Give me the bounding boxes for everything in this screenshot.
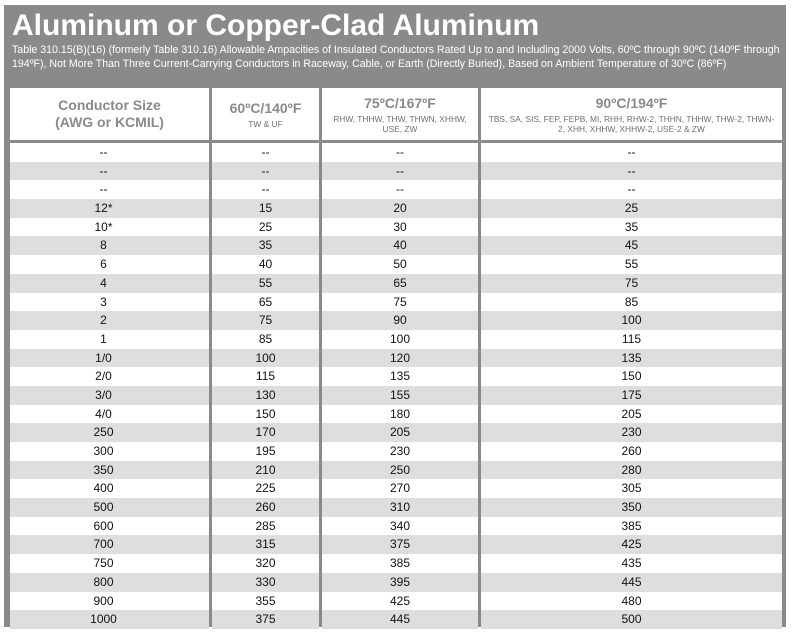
table-cell: 175 xyxy=(481,386,782,405)
table-cell: 40 xyxy=(258,257,273,272)
table-cell: 65 xyxy=(322,274,478,293)
table-cell: 100 xyxy=(389,331,411,346)
table-cell: 260 xyxy=(212,498,319,517)
table-cell: 260 xyxy=(621,444,642,458)
table-cell: 305 xyxy=(621,481,642,496)
table-cell: 155 xyxy=(322,386,478,405)
table-cell: 115 xyxy=(621,331,642,346)
table-cell: 3/0 xyxy=(10,386,209,405)
table-cell: 195 xyxy=(255,444,276,458)
table-cell: 285 xyxy=(255,518,276,533)
table-cell: 445 xyxy=(481,573,782,592)
ampacity-table xyxy=(10,88,782,627)
table-cell: 425 xyxy=(481,535,782,554)
table-cell: 1 xyxy=(100,331,107,346)
table-cell: 270 xyxy=(389,481,411,496)
table-cell: 250 xyxy=(10,423,209,442)
page-title: Aluminum or Copper-Clad Aluminum xyxy=(12,9,540,42)
table-cell: 435 xyxy=(621,556,642,571)
table-cell: 135 xyxy=(389,369,411,384)
table-cell: 700 xyxy=(10,535,209,554)
table-cell: 2 xyxy=(10,311,209,330)
table-cell: 320 xyxy=(255,556,276,571)
table-cell: 205 xyxy=(621,406,642,421)
table-cell: 150 xyxy=(255,406,276,421)
table-cell: 135 xyxy=(481,349,782,368)
table-cell: 375 xyxy=(212,610,319,629)
column-rows xyxy=(322,143,478,629)
table-cell: 12* xyxy=(10,199,209,218)
table-cell: 350 xyxy=(481,498,782,517)
column-90c xyxy=(481,88,782,629)
table-cell: 55 xyxy=(212,274,319,293)
header-75c-insulation-types: RHW, THHW, THW, THWN, XHHW, USE, ZW xyxy=(333,113,467,134)
table-cell: 375 xyxy=(322,535,478,554)
table-cell: 800 xyxy=(10,573,209,592)
table-cell: 20 xyxy=(322,199,478,218)
table-cell: 50 xyxy=(393,257,407,272)
table-cell: 480 xyxy=(621,593,642,608)
table-cell: 15 xyxy=(212,199,319,218)
table-cell: 500 xyxy=(481,610,782,629)
header-60c xyxy=(212,88,319,143)
table-cell: 40 xyxy=(322,236,478,255)
table-cell: 100 xyxy=(481,311,782,330)
table-cell: 3 xyxy=(100,294,107,309)
table-cell: 395 xyxy=(322,573,478,592)
table-cell: 55 xyxy=(624,257,639,272)
table-cell: 75 xyxy=(393,294,407,309)
column-rows xyxy=(481,143,782,629)
table-cell: -- xyxy=(212,162,319,181)
table-cell: 205 xyxy=(322,423,478,442)
table-cell: 170 xyxy=(212,423,319,442)
table-cell: 210 xyxy=(212,461,319,480)
table-cell: 355 xyxy=(255,593,276,608)
table-cell: 600 xyxy=(93,518,114,533)
table-cell: 4 xyxy=(10,274,209,293)
table-cell: 35 xyxy=(212,236,319,255)
table-cell: 315 xyxy=(212,535,319,554)
table-cell: 900 xyxy=(93,593,114,608)
table-cell: 230 xyxy=(389,444,411,458)
table-description: Table 310.15(B)(16) (formerly Table 310.16) Allowable Ampacities of Insulated Conductors Rated Up to and Including 2000 Volts, 60ºC through 90ºC (140ºF through 194ºF), Not More Than Three Current-Carrying Conductors in Raceway, Cable, or Earth (Directly Buried), Based on Ambient Temperature of 30ºC (86ºF) xyxy=(12,44,780,70)
header-conductor-size-line1: Conductor Size xyxy=(58,97,161,113)
table-cell: 500 xyxy=(10,498,209,517)
table-cell: 280 xyxy=(481,461,782,480)
table-cell: 385 xyxy=(389,556,411,571)
table-cell: 310 xyxy=(322,498,478,517)
table-cell: 400 xyxy=(93,481,114,496)
table-cell: 340 xyxy=(389,518,411,533)
header-conductor-size-line2: (AWG or KCMIL) xyxy=(55,114,164,130)
column-75c xyxy=(322,88,478,629)
table-cell: 230 xyxy=(481,423,782,442)
table-cell: 350 xyxy=(10,461,209,480)
table-cell: 1/0 xyxy=(10,349,209,368)
table-cell: 425 xyxy=(389,593,411,608)
header-60c-title: 60ºC/140ºF xyxy=(229,99,302,116)
table-cell: 385 xyxy=(621,518,642,533)
table-cell: -- xyxy=(99,145,108,159)
table-cell: -- xyxy=(10,162,209,181)
table-cell: 25 xyxy=(481,199,782,218)
table-cell: 35 xyxy=(624,219,639,234)
table-cell: -- xyxy=(322,162,478,181)
header-60c-insulation-types: TW & UF xyxy=(248,118,283,129)
table-cell: 25 xyxy=(258,219,273,234)
table-cell: 45 xyxy=(481,236,782,255)
table-cell: -- xyxy=(396,145,404,159)
table-cell: 120 xyxy=(322,349,478,368)
table-cell: 330 xyxy=(212,573,319,592)
table-cell: 75 xyxy=(481,274,782,293)
table-cell: -- xyxy=(627,145,636,159)
table-cell: -- xyxy=(481,162,782,181)
table-cell: -- xyxy=(261,145,270,159)
table-cell: 6 xyxy=(100,257,107,272)
table-cell: 100 xyxy=(212,349,319,368)
header-conductor-size xyxy=(10,88,209,143)
table-cell: 225 xyxy=(255,481,276,496)
ampacity-table-frame xyxy=(4,5,786,627)
table-cell: 2/0 xyxy=(95,369,112,384)
table-cell: -- xyxy=(396,182,404,197)
header-90c xyxy=(481,88,782,143)
header-90c-title: 90ºC/194ºF xyxy=(595,94,668,111)
table-cell: 180 xyxy=(389,406,411,421)
table-cell: 90 xyxy=(322,311,478,330)
table-cell: 85 xyxy=(624,294,639,309)
table-cell: 445 xyxy=(322,610,478,629)
table-cell: 1000 xyxy=(10,610,209,629)
table-cell: 150 xyxy=(621,369,642,384)
table-cell: -- xyxy=(99,182,108,197)
table-cell: 250 xyxy=(322,461,478,480)
column-conductor-size xyxy=(10,88,209,629)
column-rows xyxy=(10,143,209,629)
column-rows xyxy=(212,143,319,629)
table-cell: 10* xyxy=(94,219,113,234)
table-cell: 4/0 xyxy=(95,406,112,421)
table-cell: 8 xyxy=(10,236,209,255)
table-cell: 30 xyxy=(393,219,407,234)
table-cell: 300 xyxy=(93,444,114,458)
table-cell: 130 xyxy=(212,386,319,405)
header-90c-insulation-types: TBS, SA, SIS, FEP, FEPB, MI, RHH, RHW-2, THHN, THHW, THW-2, THWN-2, XHH, XHHW, XHHW-2, USE-2 & ZW xyxy=(488,113,775,134)
table-cell: 115 xyxy=(255,369,276,384)
table-cell: 750 xyxy=(93,556,114,571)
table-cell: -- xyxy=(627,182,636,197)
table-cell: 65 xyxy=(258,294,273,309)
column-60c xyxy=(212,88,319,629)
header-75c-title: 75ºC/167ºF xyxy=(364,94,436,111)
table-cell: 75 xyxy=(212,311,319,330)
table-cell: 85 xyxy=(258,331,273,346)
header-75c xyxy=(322,88,478,143)
table-cell: -- xyxy=(261,182,270,197)
